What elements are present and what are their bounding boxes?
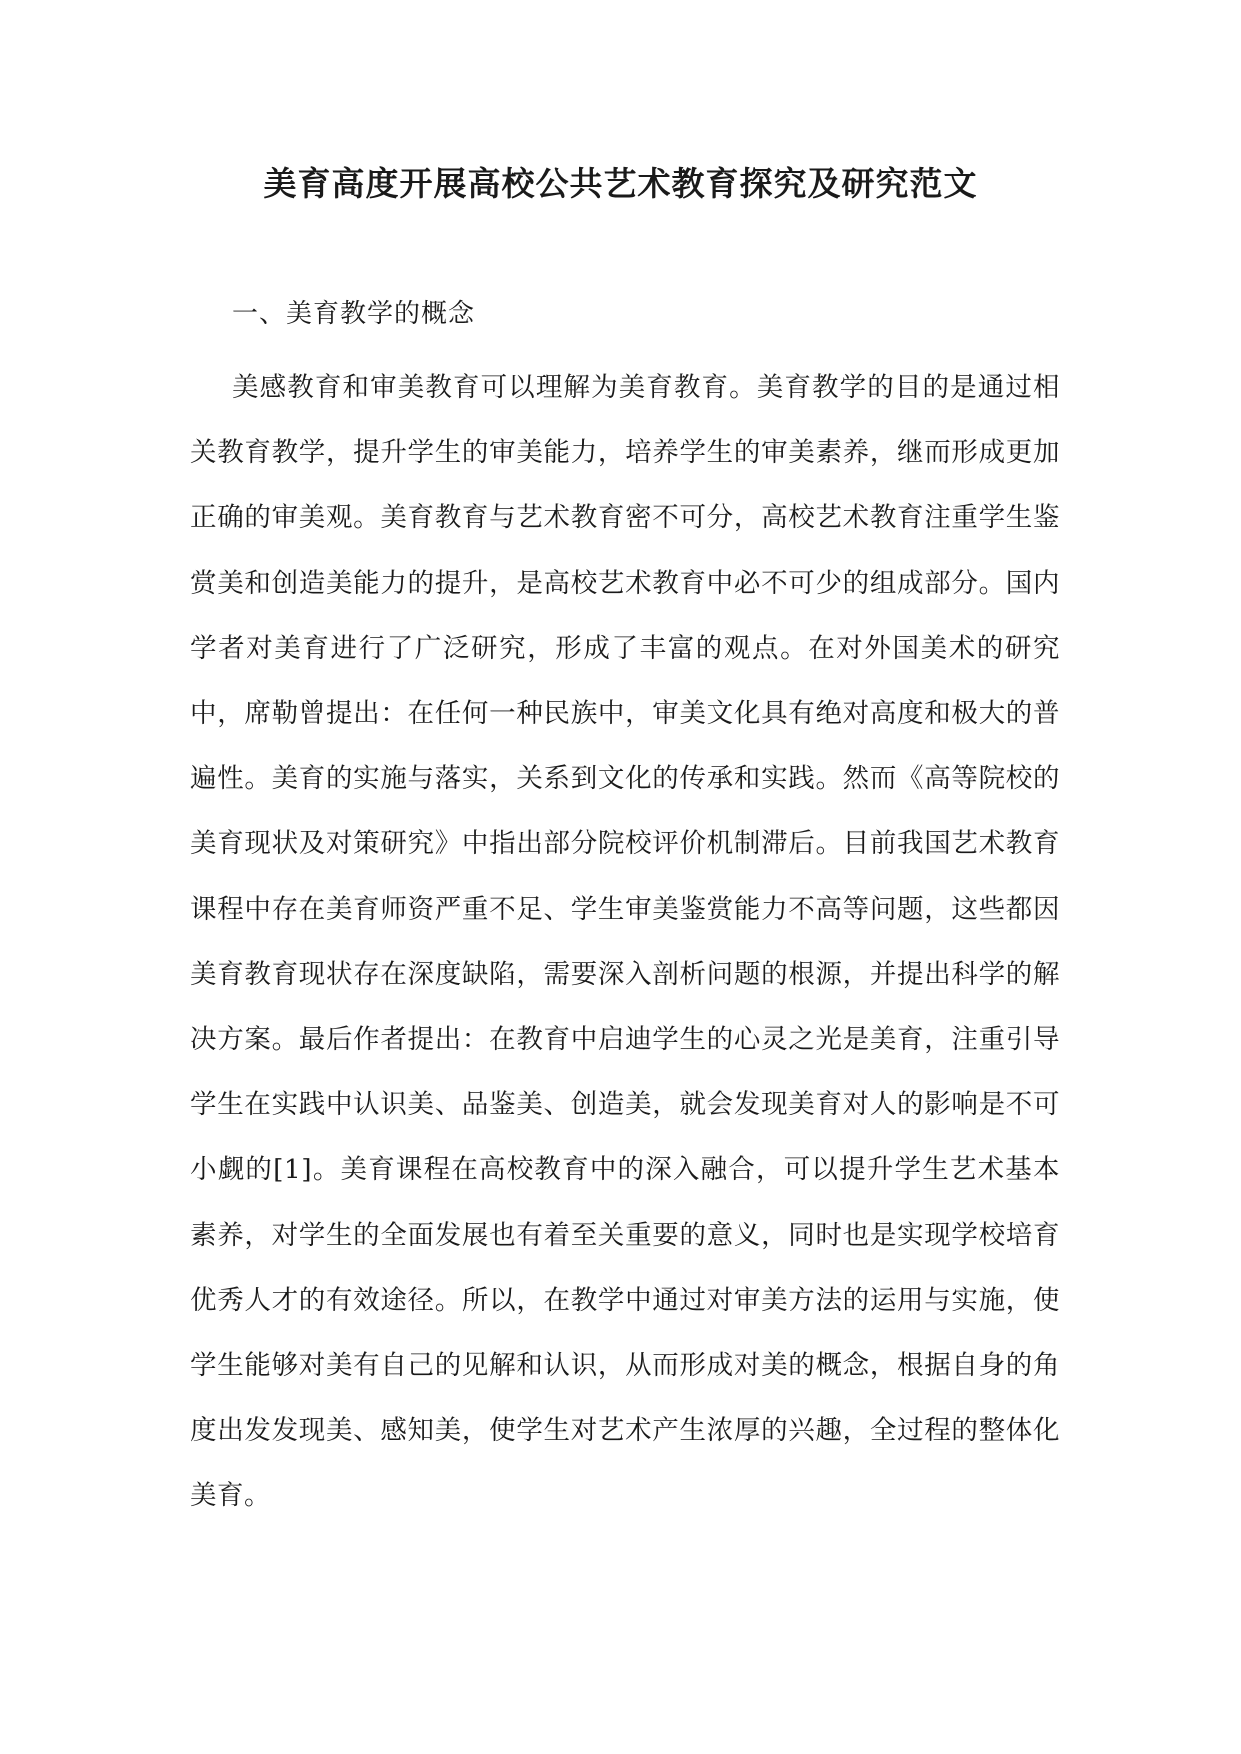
body-paragraph: 美感教育和审美教育可以理解为美育教育。美育教学的目的是通过相关教育教学，提升学生的审美能力，培养学生的审美素养，继而形成更加正确的审美观。美育教育与艺术教育密不可分，高校艺术教育注重学生鉴赏美和创造美能力的提升，是高校艺术教育中必不可少的组成部分。国内学者对美育进行了广泛研究，形成了丰富的观点。在对外国美术的研究中，席勒曾提出：在任何一种民族中，审美文化具有绝对高度和极大的普遍性。美育的实施与落实，关系到文化的传承和实践。然而《高等院校的美育现状及对策研究》中指出部分院校评价机制滞后。目前我国艺术教育课程中存在美育师资严重不足、学生审美鉴赏能力不高等问题，这些都因美育教育现状存在深度缺陷，需要深入剖析问题的根源，并提出科学的解决方案。最后作者提出：在教育中启迪学生的心灵之光是美育，注重引导学生在实践中认识美、品鉴美、创造美，就会发现美育对人的影响是不可小觑的[1]。美育课程在高校教育中的深入融合，可以提升学生艺术基本素养，对学生的全面发展也有着至关重要的意义，同时也是实现学校培育优秀人才的有效途径。所以，在教学中通过对审美方法的运用与实施，使学生能够对美有自己的见解和认识，从而形成对美的概念，根据自身的角度出发发现美、感知美，使学生对艺术产生浓厚的兴趣，全过程的整体化美育。	[190, 372, 1060, 1512]
document-title: 美育高度开展高校公共艺术教育探究及研究范文	[263, 164, 978, 203]
section-heading: 一、美育教学的概念	[232, 299, 476, 329]
